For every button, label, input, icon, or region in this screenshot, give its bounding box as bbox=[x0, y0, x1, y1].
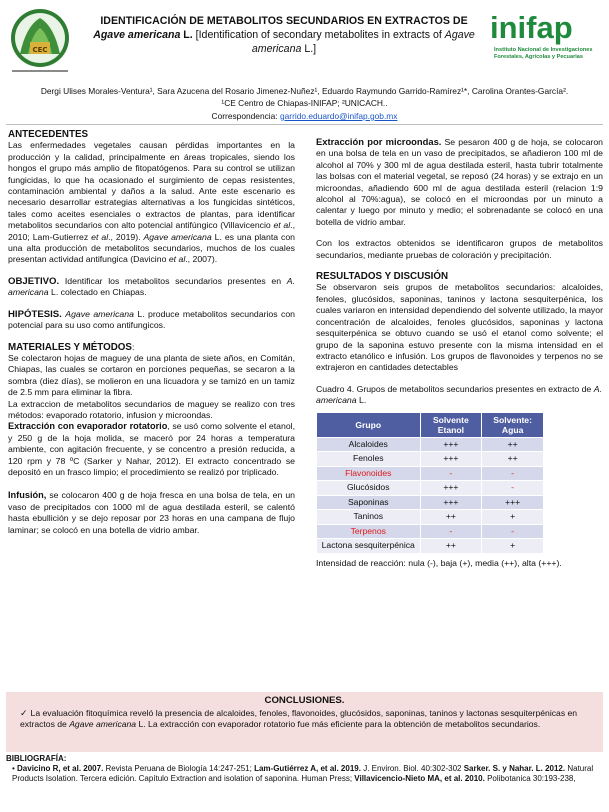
conclusions-heading: CONCLUSIONES. bbox=[264, 695, 345, 706]
table-row: Terpenos - - bbox=[317, 524, 544, 539]
svg-text:CEC: CEC bbox=[32, 46, 48, 54]
resultados-section bbox=[316, 271, 603, 374]
title-plain-b: L.] bbox=[304, 43, 317, 55]
correspondence-line bbox=[6, 110, 603, 122]
resultados-heading: RESULTADOS Y DISCUSIÓN bbox=[316, 271, 449, 283]
correspondence-label: Correspondencia: bbox=[211, 111, 278, 121]
objetivo-heading: OBJETIVO. bbox=[8, 275, 60, 287]
bibliography bbox=[6, 754, 603, 785]
table-header-etanol: Solvente Etanol bbox=[420, 412, 482, 437]
antecedentes-heading: ANTECEDENTES bbox=[8, 129, 89, 140]
authors-line: Dergi Ulises Morales-Ventura¹, Sara Azucena del Rosario Jimenez-Nuñez¹, Eduardo Raymundo Garrido-Ramírez¹*, Carolina Orantes-García². bbox=[40, 86, 569, 96]
right-column bbox=[316, 136, 603, 569]
objetivo-section: OBJETIVO. Identificar los metabolitos secundarios presentes en A. americana L. colectado en Chiapas. bbox=[8, 275, 295, 298]
cuadro-caption: Cuadro 4. Grupos de metabolitos secundarios presentes en extracto de A. americana L. bbox=[316, 383, 602, 406]
svg-text:inifap: inifap bbox=[490, 10, 573, 45]
poster-title bbox=[86, 14, 482, 56]
metodos-heading: MATERIALES Y MÉTODOS bbox=[8, 341, 132, 353]
title-bold-a: IDENTIFICACIÓN DE METABOLITOS SECUNDARIOS EN EXTRACTOS DE bbox=[100, 15, 468, 27]
title-bold-species: Agave americana bbox=[93, 29, 181, 41]
metabolites-table bbox=[316, 412, 544, 554]
header-divider bbox=[6, 124, 603, 125]
title-plain-species: Agave americana bbox=[251, 29, 475, 55]
table-row: Fenoles +++ ++ bbox=[317, 452, 544, 467]
checkmark-icon: ✓ bbox=[20, 708, 28, 718]
table-header-row bbox=[317, 412, 544, 437]
microondas-paragraph: Extracción por microondas. Se pesaron 400 g de hoja, se colocaron en una bolsa de tela en un vaso de precipitados, se añadieron 100 ml de alcohol al 70% y 300 ml de agua destilada esteril, hasta tubrir totalmente las bolsas con el material vegetal, se reposó (24 horas) y se extrajo en un microondas, añadiendo 600 ml de agua destilada esteril (relacion 1:9 alcohol al 70%:agua), se colocó en el microondas por un minuto a calentar y luego por minuto y medio; el sobrenadante se colocó en una botella de vidrio ambar. bbox=[316, 136, 603, 227]
svg-text:Forestales, Agrícolas y Pecuar: Forestales, Agrícolas y Pecuarias bbox=[494, 54, 584, 60]
table-row: Taninos ++ + bbox=[317, 510, 544, 525]
svg-text:Instituto Nacional de Investig: Instituto Nacional de Investigaciones bbox=[494, 47, 593, 53]
metodos-paragraph-1: Se colectaron hojas de maguey de una planta de siete años, en Comitán, Chiapas, las cuales se cortaron en porciones pequeñas, se secaron a la sombra (diez días), se molieron en una licuadora y se tamizó en un tamiz de 2.5 mm para eliminar la fibra. bbox=[8, 352, 295, 398]
table-row: Saponinas +++ +++ bbox=[317, 495, 544, 510]
infusion-paragraph: Infusión, se colocaron 400 g de hoja fresca en una bolsa de tela, en un vaso de precipitados con 1000 ml de agua destilada esteril, se calentó hasta ebullición y se dejo reposar por 23 horas en una campana de flujo laminar; se colocó en una botella de vidrio ambar. bbox=[8, 490, 295, 535]
title-plain-a: [Identification of secondary metabolites in extracts of bbox=[195, 29, 442, 41]
table-row: Lactona sesquiterpénica ++ + bbox=[317, 539, 544, 554]
rotatorio-paragraph: Extracción con evaporador rotatorio, se usó como solvente el etanol, y 250 g de la hoja molida, se maceró por 24 horas a temperatura ambiente, con agitación frecuente, y se concentro a presión reducida, a 120 rpm y 78 ºC (Sarker y Nahar, 2012). El extracto concentrado se depositó en un frasco limpio; el procedimiento se realizó por triplicado. bbox=[8, 421, 295, 477]
intensity-legend: Intensidad de reacción: nula (-), baja (+), media (++), alta (+++). bbox=[316, 557, 562, 568]
affiliations-line: ¹CE Centro de Chiapas-INIFAP; ²UNICACH.. bbox=[221, 98, 388, 108]
cec-logo bbox=[6, 6, 74, 78]
metodos-section: MATERIALES Y MÉTODOS: Se colectaron hojas de maguey de una planta de siete años, en Comitán, Chiapas, las cuales se cortaron en porciones pequeñas, se secaron a la sombra (diez días), se molieron en una licuadora y se tamizó en un tamiz de 2.5 mm para eliminar la fibra. La extraccion de metabolitos secundarios de maguey se realizo con tres métodos: evaporado rotatorio, infusion y microondas. Extracción con evaporador rotatorio, se usó como solvente el etanol, y 250 g de la hoja molida, se maceró por 24 horas a temperatura ambiente, con agitación frecuente, y se concentro a presión reducida, a 120 rpm y 78 ºC (Sarker y Nahar, 2012). El extracto concentrado se depositó en un frasco limpio; el procedimiento se realizó por triplicado. Infusión, se colocaron 400 g de hoja fresca en una bolsa de tela, en un vaso de precipitados con 1000 ml de agua destilada esteril, se calentó hasta ebullición y se dejo reposar por 23 horas en una campana de flujo laminar; se colocó en una botella de vidrio ambar. bbox=[8, 341, 295, 535]
table-header-agua: Solvente: Agua bbox=[482, 412, 544, 437]
title-bold-b: L. bbox=[183, 29, 193, 41]
left-column bbox=[8, 129, 295, 536]
bullet-icon: • bbox=[12, 764, 18, 774]
bibliography-heading: BIBLIOGRAFÍA: bbox=[6, 754, 67, 763]
bibliography-entries: • Davicino R, et al. 2007. Revista Peruana de Biología 14:247-251; Lam-Gutiérrez A, et al. 2019. J. Environ. Biol. 40:302-302 Sarker. S. y Nahar. L. 2012. Natural Products Isolation. Tercera edición. Capítulo Extraction and isolation of saponina. Human Press; Villavicencio-Nieto MA, et al. 2010. Polibotanica 30:193-238, bbox=[12, 764, 594, 784]
antecedentes-text: Las enfermedades vegetales causan pérdidas importantes en la producción y la calidad, principalmente en áreas tropicales, siendo los hongos el grupo más amplio de fitopatógenos. Para su control se utilizan fungicidas, lo que ha ocasionado el surgimiento de cepas resistentes, contaminación ambiental y daños a la salud. Ante este escenario es necesario desarrollar estrategias alternativas a los fungicidas sintéticos, tales como aceites esenciales o extractos de plantas, para identificar metabolitos secundarios con alto potencial antifúngico (Villavicencio et al., 2010; Lam-Gutierrez et al., 2019). Agave americana L. es una planta con una alta producción de metabolitos secundarios, muchos de los cuales presentan actividad antifungica (Davicino et al., 2007). bbox=[8, 140, 296, 265]
hipotesis-section: HIPÓTESIS. Agave americana L. produce metabolitos secundarios con potencial para su uso como antifungicos. bbox=[8, 308, 296, 331]
hipotesis-heading: HIPÓTESIS. bbox=[8, 308, 62, 320]
correspondence-email-link[interactable]: garrido.eduardo@inifap.gob.mx bbox=[279, 111, 398, 121]
conclusions-box bbox=[6, 692, 603, 752]
table-row: Glucósidos +++ - bbox=[317, 481, 544, 496]
metodos-paragraph-2: La extraccion de metabolitos secundarios de maguey se realizo con tres métodos: evaporado rotatorio, infusion y microondas. bbox=[8, 398, 295, 420]
inifap-logo bbox=[486, 6, 604, 64]
resultados-text: Se observaron seis grupos de metabolitos secundarios: alcaloides, fenoles, glucósidos, saponinas, taninos y lactona sesquiterpénica, los cuales variaron en intensidad dependiendo del solvente utilizado, la mayor concentración de alcaloides, fenoles glucósidos, saponinas y lactona sesquiterpénica se obtuvo cuando se usó el etanol como solvente; el grupo de la saponina estuvo presente con la misma intensidad en el extracto etanólico e infusión. Los grupos de flavonoides y terpenos no se extrajeron en cantidades detectables bbox=[316, 282, 603, 373]
table-header-grupo: Grupo bbox=[317, 412, 421, 437]
table-row: Alcaloides +++ ++ bbox=[317, 437, 544, 452]
table-row: Flavonoides - - bbox=[317, 466, 544, 481]
antecedentes-section bbox=[8, 129, 295, 266]
conclusions-text: ✓ La evaluación fitoquímica reveló la presencia de alcaloides, fenoles, flavonoides, glucósidos, saponinas, taninos y lactonas sesquiterpénicas en extractos de Agave americana L. La extracción con evaporador rotatorio fue más eficiente para la obtención de metabolitos secundarios. bbox=[20, 708, 578, 729]
extractos-paragraph: Con los extractos obtenidos se identificaron grupos de metabolitos secundarios, mediante pruebas de coloración y precipitación. bbox=[316, 238, 603, 260]
